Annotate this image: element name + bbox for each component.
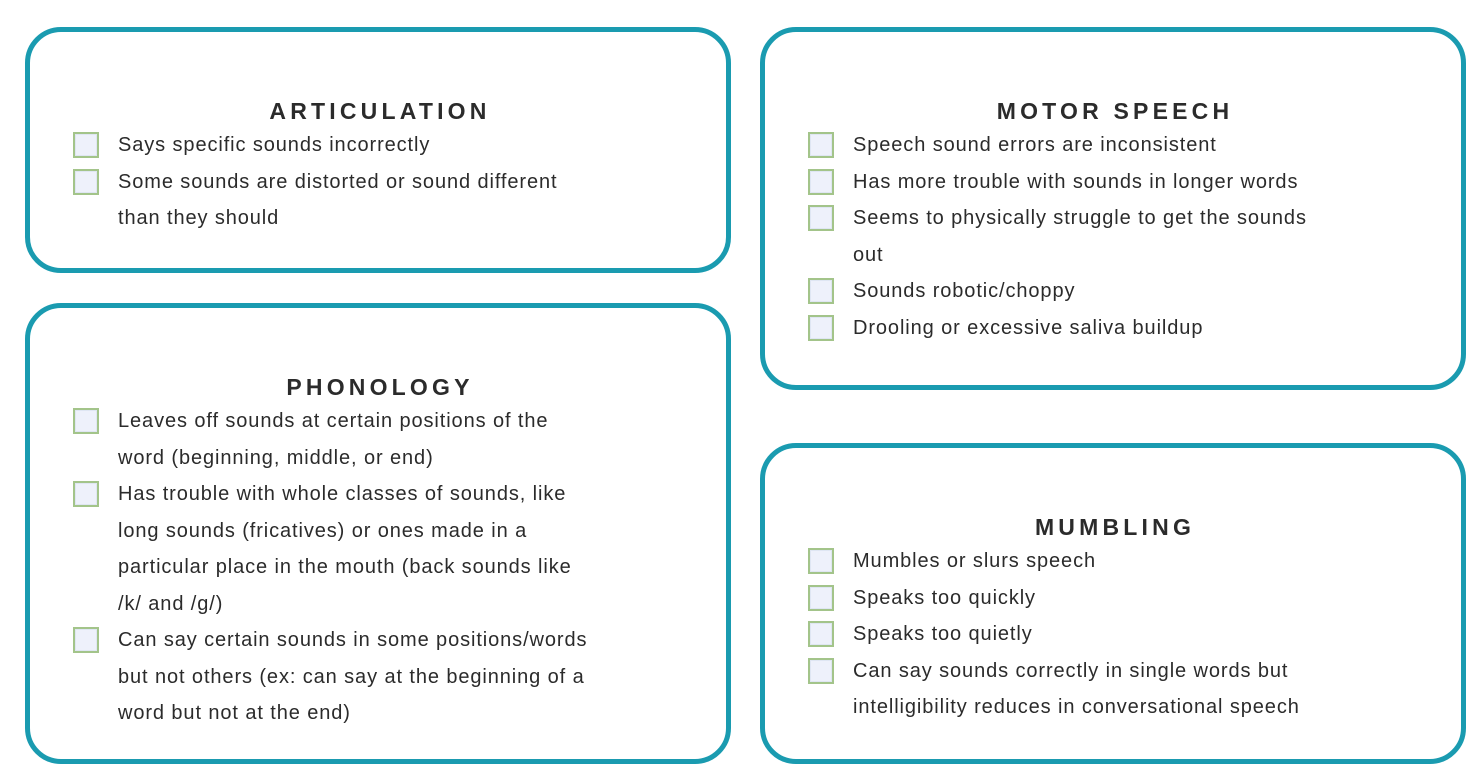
phonology-card xyxy=(25,303,731,764)
checklist-item[interactable] xyxy=(73,164,706,237)
motor-speech-card xyxy=(760,27,1466,390)
checklist-item[interactable] xyxy=(73,622,706,732)
checklist-item[interactable] xyxy=(808,653,1441,726)
checkbox-icon[interactable] xyxy=(73,169,99,195)
card-title: MUMBLING xyxy=(1034,514,1196,541)
item-text: out xyxy=(853,243,884,266)
card-title: PHONOLOGY xyxy=(286,374,474,401)
item-text: Has more trouble with sounds in longer words xyxy=(853,170,1299,193)
phonology-checklist xyxy=(73,403,706,732)
item-text: Speaks too quietly xyxy=(853,623,1033,645)
item-text: Sounds robotic/choppy xyxy=(853,280,1076,302)
checklist-item[interactable] xyxy=(73,403,706,476)
checklist-item[interactable] xyxy=(808,543,1441,580)
checkbox-icon[interactable] xyxy=(808,205,834,231)
item-text: Drooling or excessive saliva buildup xyxy=(853,316,1204,339)
checklist-item[interactable] xyxy=(73,476,706,622)
item-text: Leaves off sounds at certain positions of the xyxy=(118,410,549,432)
checklist-item[interactable] xyxy=(808,200,1441,273)
item-text: word but not at the end) xyxy=(118,702,351,724)
checkbox-icon[interactable] xyxy=(808,621,834,647)
checklist-item[interactable] xyxy=(808,164,1441,201)
checklist-item[interactable] xyxy=(808,127,1441,164)
item-text: Seems to physically struggle to get the sounds xyxy=(853,207,1307,229)
checklist-item[interactable] xyxy=(808,616,1441,653)
item-text: but not others (ex: can say at the beginning of a xyxy=(118,665,585,688)
checklist-item[interactable] xyxy=(808,580,1441,617)
item-text: /k/ and /g/) xyxy=(118,592,224,615)
checkbox-icon[interactable] xyxy=(808,169,834,195)
checkbox-icon[interactable] xyxy=(808,315,834,341)
checklist-item[interactable] xyxy=(808,310,1441,347)
mumbling-card xyxy=(760,443,1466,764)
checklist-item[interactable] xyxy=(73,127,706,164)
item-text: intelligibility reduces in conversational speech xyxy=(853,696,1300,718)
checkbox-icon[interactable] xyxy=(808,132,834,158)
item-text: Says specific sounds incorrectly xyxy=(118,134,431,156)
card-title: ARTICULATION xyxy=(269,98,491,125)
articulation-card xyxy=(25,27,731,273)
item-text: Can say certain sounds in some positions/words xyxy=(118,629,588,651)
checkbox-icon[interactable] xyxy=(73,132,99,158)
card-title: MOTOR SPEECH xyxy=(996,98,1234,125)
motor-speech-checklist xyxy=(808,127,1441,346)
checklist-item[interactable] xyxy=(808,273,1441,310)
checkbox-icon[interactable] xyxy=(808,585,834,611)
checkbox-icon[interactable] xyxy=(808,658,834,684)
item-text: particular place in the mouth (back sounds like xyxy=(118,556,572,578)
checkbox-icon[interactable] xyxy=(73,408,99,434)
checkbox-icon[interactable] xyxy=(73,627,99,653)
item-text: than they should xyxy=(118,207,280,229)
item-text: Mumbles or slurs speech xyxy=(853,550,1097,572)
mumbling-checklist xyxy=(808,543,1441,726)
articulation-checklist xyxy=(73,127,706,237)
item-text: Speaks too quickly xyxy=(853,586,1036,609)
item-text: Speech sound errors are inconsistent xyxy=(853,134,1217,156)
item-text: word (beginning, middle, or end) xyxy=(118,446,434,469)
item-text: long sounds (fricatives) or ones made in a xyxy=(118,519,528,542)
checkbox-icon[interactable] xyxy=(808,278,834,304)
item-text: Can say sounds correctly in single words but xyxy=(853,659,1289,682)
item-text: Has trouble with whole classes of sounds, like xyxy=(118,483,567,505)
item-text: Some sounds are distorted or sound different xyxy=(118,170,558,193)
checkbox-icon[interactable] xyxy=(73,481,99,507)
checkbox-icon[interactable] xyxy=(808,548,834,574)
